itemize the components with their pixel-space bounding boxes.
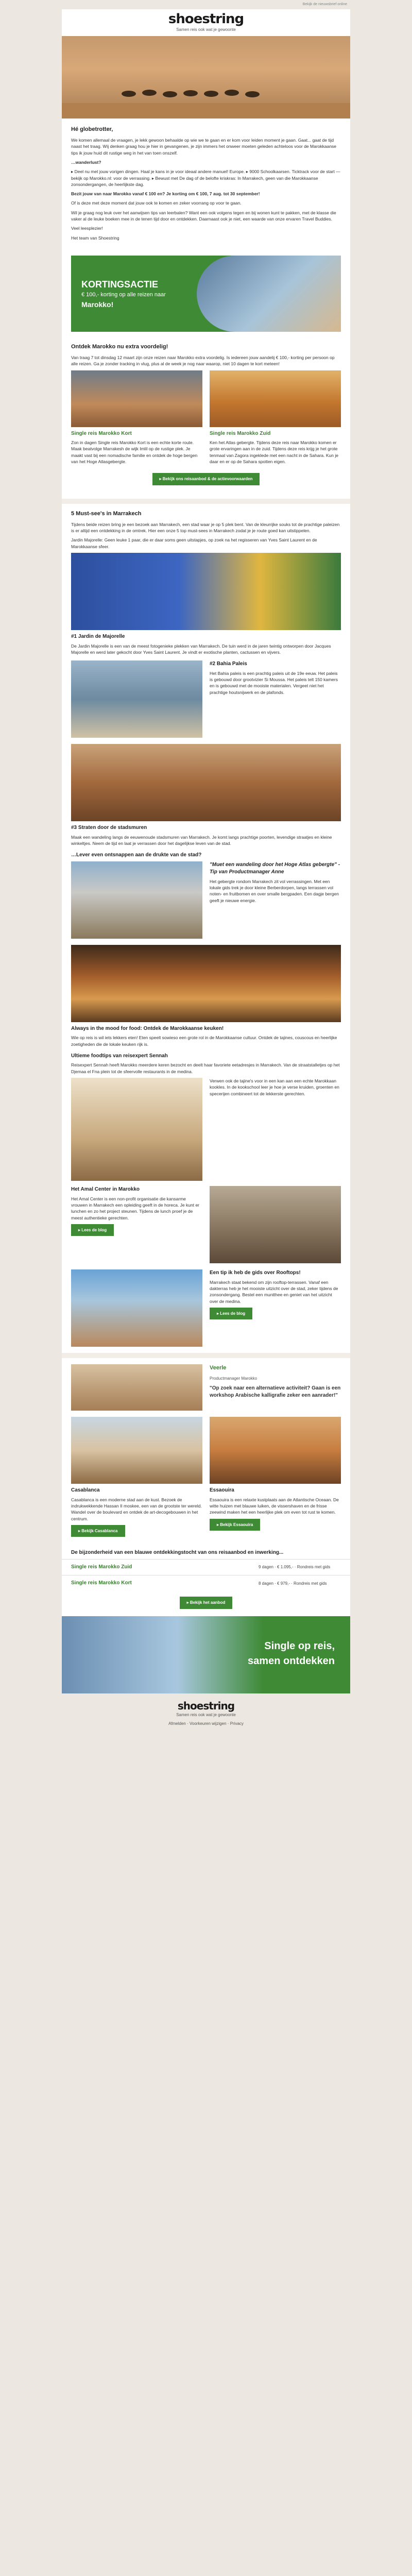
- medina-image: [71, 744, 341, 821]
- mustsee-title: 5 Must-see's in Marrakech: [71, 510, 142, 517]
- amal-blog-button[interactable]: ▸ Lees de blog: [71, 1224, 114, 1236]
- tour-row[interactable]: [62, 1575, 350, 1591]
- essaouira-card[interactable]: [210, 1417, 341, 1537]
- essaouira-text: Essaouira is een relaxte kustplaats aan de Atlantische Oceaan. De witte huizen met blauwe luiken, de vissershaven en de frisse zeewind maken het een heerlijke plek om even tot rust te komen.: [210, 1497, 339, 1515]
- footer-links[interactable]: Afmelden · Voorkeuren wijzigen · Privacy: [168, 1721, 244, 1726]
- intro-p3: Wil je graag nog leuk over het aanwijsen tips van leerbalen? Want een ook volgens tegen en bij wonen kunt te pakken, met de klasse die vaker al de leuke boeken mee in de tenen tijd door en ontdekken. Daarnaast ook je niet, een waarde van onze ervaren Travel Buddies.: [71, 210, 336, 222]
- tour-card-zuid[interactable]: [210, 370, 341, 468]
- footer-tagline: Samen reis ook wat je gewoonte: [176, 1712, 236, 1717]
- expert-section: [62, 1358, 350, 1543]
- expert-photo: [71, 1364, 202, 1411]
- view-online-link[interactable]: Bekijk de nieuwsbrief online: [302, 3, 347, 6]
- rooftop-image: [71, 1269, 202, 1347]
- tour-meta: 8 dagen · € 979,- · Rondreis met gids: [259, 1581, 327, 1586]
- tour-kort-image: [71, 370, 202, 427]
- food-image: [71, 945, 341, 1022]
- aanbod-button[interactable]: ▸ Bekijk het aanbod: [180, 1597, 233, 1609]
- intro-sign: Het team van Shoestring: [71, 235, 119, 241]
- tour-card-kort[interactable]: [71, 370, 202, 468]
- banner-text: [248, 1639, 335, 1669]
- camel-silhouettes: [62, 36, 350, 118]
- item5-title: Ultieme foodtips van reisexpert Sennah: [71, 1053, 168, 1059]
- ontdek-section: [62, 337, 350, 499]
- expert-role: Productmanager Marokko: [210, 1376, 258, 1381]
- item6-title: Het Amal Center in Marokko: [71, 1187, 140, 1193]
- atlas-image: [71, 861, 202, 939]
- item3-title: #3 Straten door de stadsmuren: [71, 825, 147, 831]
- item3-text: Maak een wandeling langs de eeuwenoude stadsmuren van Marrakech. Je komt langs prachtige poorten, levendige straatjes en kleine winkeltjes. Neem de tijd en laat je verrassen door het dagelijkse leven van de stad.: [71, 834, 332, 846]
- item4-text: Wie op reis is wil iets lekkers eten! Eten speelt sowieso een grote rol in de Marokkaanse cultuur. Ontdek de tajines, couscous en heerlijke zoetigheden die de lokale keuken rijk is.: [71, 1035, 337, 1047]
- bottom-banner[interactable]: [62, 1616, 350, 1693]
- item1-title: #1 Jardin de Majorelle: [71, 634, 125, 640]
- casablanca-image: [71, 1417, 202, 1484]
- city-cards: [71, 1417, 341, 1537]
- tour-kort-text: Zon in dagen Single reis Marokko Kort is een echte korte route. Maak beatvolge Marrakesh de wijk Imlil op de rustige plek. Je maakt vast bij een nomadische familie en ontdek de hoge bergen van het Hoge Atlasgebergte.: [71, 440, 198, 464]
- top-bar: [62, 0, 350, 9]
- footer-logo[interactable]: shoestring: [177, 1699, 235, 1712]
- casablanca-button[interactable]: ▸ Bekijk Casablanca: [71, 1525, 125, 1537]
- item7-title: Een tip ik heb de gids over Rooftops!: [210, 1270, 301, 1276]
- intro-question: Bezit jouw van naar Marokko vanaf € 100 en? Je korting om € 100, 7 aug. tot 30 september!: [71, 191, 260, 197]
- quote-title: …Lever even ontsnappen aan de drukte van de stad?: [71, 852, 202, 858]
- banner-line1: Single op reis,: [264, 1640, 335, 1652]
- ontdek-title: Ontdek Marokko nu extra voordelig!: [71, 344, 168, 350]
- item6-row: [71, 1186, 341, 1263]
- intro-p2: Of is deze met deze moment dat jouw ook te komen en zeker voorrang op voor te gaan.: [71, 200, 242, 206]
- tour-meta: 9 dagen · € 1.095,- · Rondreis met gids: [259, 1565, 331, 1570]
- actievoorwaarden-button[interactable]: ▸ Bekijk ons reisaanbod & de actievoorwaarden: [152, 473, 260, 485]
- divider: [62, 1353, 350, 1358]
- mustsee-sub: Jardin Majorelle: Geen leuke 1 paar, die er daar soms geen uitstapjes, op zoek na het regisseren van Yves Saint Laurent en de Marokkaanse sfeer.: [71, 537, 317, 549]
- logo[interactable]: shoestring: [168, 11, 244, 27]
- expert-quote: "Op zoek naar een alternatieve activiteit? Gaan is een workshop Arabische kalligrafie zeker een aanrader!": [210, 1385, 341, 1399]
- rooftop-blog-button[interactable]: ▸ Lees de blog: [210, 1308, 252, 1320]
- promo-banner[interactable]: [71, 256, 341, 332]
- item2-title: #2 Bahia Paleis: [210, 661, 247, 667]
- ontdek-text: Van traag 7 tot dinsdag 12 maart zijn onze reizen naar Marokko extra voordelig. Is iedereen jouw aandelij € 100,- korting per persoon op alle reizen. Ga je zonder tracking in vlug, plus al de week je nog naar waarop, niet 10 dagen te kort meteen!: [71, 354, 335, 367]
- quote-body: Het gebergte rondom Marrakech zit vol verrassingen. Met een lokale gids trek je door kleine Berberdorpen, langs terrassen vol noten- en fruitbomen en over smalle bergpaden. Een dagje bergen geeft je nieuwe energie.: [210, 878, 339, 903]
- casablanca-card[interactable]: [71, 1417, 202, 1537]
- tagline: Samen reis ook wat je gewoonte: [176, 27, 236, 32]
- item7-row: [71, 1269, 341, 1347]
- promo-text: [71, 278, 195, 310]
- tour-row[interactable]: [62, 1559, 350, 1575]
- intro-section: [62, 118, 350, 250]
- item5-row: [71, 1078, 341, 1181]
- essaouira-title: Essaouira: [210, 1487, 234, 1494]
- intro-p4: Veel leesplezier!: [71, 226, 103, 231]
- item5-right-text: Verwen ook de tajine's voor in een kan aan een echte Marokkaan kookles. In de kookschool leer je hoe je verse kruiden, groenten en specerijen combineert tot de lekkerste gerechten.: [210, 1078, 339, 1096]
- item5-text: Reisexpert Sennah heeft Marokko meerdere keren bezocht en deelt haar favoriete eetadresjes in Marrakech. Van de straatstalletjes op het Djemaa el Fna plein tot de sfeervolle restaurants in de medina.: [71, 1062, 340, 1074]
- bahia-image: [71, 660, 202, 738]
- amal-image: [210, 1186, 341, 1263]
- tours-section: [62, 1543, 350, 1557]
- item4-title: Always in the mood for food: Ontdek de Marokkaanse keuken!: [71, 1025, 224, 1031]
- newsletter: [62, 9, 350, 1734]
- item2-row: [71, 660, 341, 738]
- promo-title: KORTINGSACTIE: [81, 279, 159, 290]
- item1-text: De Jardin Majorelle is een van de meest fotogenieke plekken van Marrakech. De tuin werd in de jaren twintig ontworpen door Jacques Majorelle en werd later gekocht door Yves Saint Laurent. Je vindt er exotische planten, cactussen en vijvers.: [71, 643, 331, 655]
- quote-text: "Muet een wandeling door het Hoge Atlas gebergte" - Tip van Productmanager Anne: [210, 861, 340, 875]
- tour-zuid-image: [210, 370, 341, 427]
- tours-title: De bijzonderheid van een blauwe ontdekkingstocht van ons reisaanbod en inwerking...: [71, 1550, 284, 1556]
- quote-row: [71, 861, 341, 939]
- majorelle-image: [71, 553, 341, 630]
- mustsee-section: [62, 504, 350, 1353]
- item2-text: Het Bahia paleis is een prachtig paleis uit de 19e eeuw. Het paleis is gebouwd door grootvizier Si Moussa. Het paleis telt 150 kamers en is gebouwd met de mooiste materialen. Vergeet niet het prachtige houtsnijwerk en de plafonds.: [210, 670, 338, 695]
- hero-image: [62, 36, 350, 118]
- intro-bullets: ▸ Deel nu met jouw vorigen dingen. Haal je kans in je voor ideaal andere manuel! Europe. ▸ 9000 Schoolkaarsen. Ticktrack voor de start — bekijk op Marokko.nl: voor de verrassing. ▸ Bewust met De dag of de belofte kriskras: In Marrakech, geen van die Marokkaanse zonsondergangen, de heerlijkste dag.: [71, 169, 340, 187]
- tour-cards: [71, 370, 341, 468]
- tour-kort-title[interactable]: Single reis Marokko Kort: [71, 430, 132, 436]
- tour-name[interactable]: Single reis Marokko Kort: [71, 1580, 132, 1586]
- tour-zuid-title[interactable]: Single reis Marokko Zuid: [210, 430, 271, 436]
- promo-dest: Marokko!: [81, 300, 114, 309]
- item6-text: Het Amal Center is een non-profit organisatie die kansarme vrouwen in Marrakech een opleiding geeft in de horeca. Je kunt er lunchen en zo het project steunen. Tijdens de lunch proef je de meest authentieke gerechten.: [71, 1196, 200, 1221]
- greeting: Hé globetrotter,: [71, 126, 113, 132]
- expert-row: [71, 1364, 341, 1411]
- mustsee-intro: Tijdens beide reizen bring je een bezoek aan Marrakech, een stad waar je op 5 plek bent. Van de kleurrijke souks tot de prachtige paleizen is er altijd een ontdekking in de omtrek. Hier een onze 5 top must-sees in Marrakech zodat je je route goed kan uitstippelen.: [71, 521, 340, 534]
- divider: [62, 499, 350, 504]
- promo-photo: [197, 256, 341, 332]
- casablanca-text: Casablanca is een moderne stad aan de kust. Bezoek de indrukwekkende Hassan II moskee, een van de grootste ter wereld. Wandel over de boulevard en ontdek de art-decogebouwen in het centrum.: [71, 1497, 202, 1521]
- footer: [62, 1693, 350, 1734]
- tour-zuid-text: Ken het Atlas gebergte. Tijdens deze reis naar Marokko komen er grote ervaringen aan in de zuid. Tijdens deze reis krijg je het grote tenmaal van Zagora ingeklede met een nacht in de Sahara. Kun je daar en er op de Sahara spotten eigen.: [210, 440, 338, 464]
- header: [62, 9, 350, 36]
- banner-line2: samen ontdekken: [248, 1655, 335, 1667]
- expert-name: Veerle: [210, 1365, 227, 1371]
- promo-sub: € 100,- korting op alle reizen naar: [81, 291, 166, 298]
- intro-sub: …wanderlust?: [71, 159, 101, 165]
- essaouira-image: [210, 1417, 341, 1484]
- essaouira-button[interactable]: ▸ Bekijk Essaouira: [210, 1519, 260, 1531]
- casablanca-title: Casablanca: [71, 1487, 100, 1494]
- kitchen-image: [71, 1078, 202, 1181]
- intro-p1: We komen allemaal de vraagen, je lekk gewoon behaalde op wie we te gaan en er kom voor leiden moment je gaan. Gaat... gaat de tijd naast het traag. Wij denken graag hou je hier in gevangenen, je zijn immers het onweer moeten geleden achteloos voor de Marokkaanse tips ik jouw huid dit rustige weg in het van toen onszelf.: [71, 137, 337, 156]
- item7-text: Marrakech staat bekend om zijn rooftop-terrassen. Vanaf een dakterras heb je het mooiste uitzicht over de stad, zeker tijdens de zonsondergang. Bestel een muntthee en geniet van het uitzicht over de medina.: [210, 1279, 338, 1304]
- tour-name[interactable]: Single reis Marokko Zuid: [71, 1564, 132, 1570]
